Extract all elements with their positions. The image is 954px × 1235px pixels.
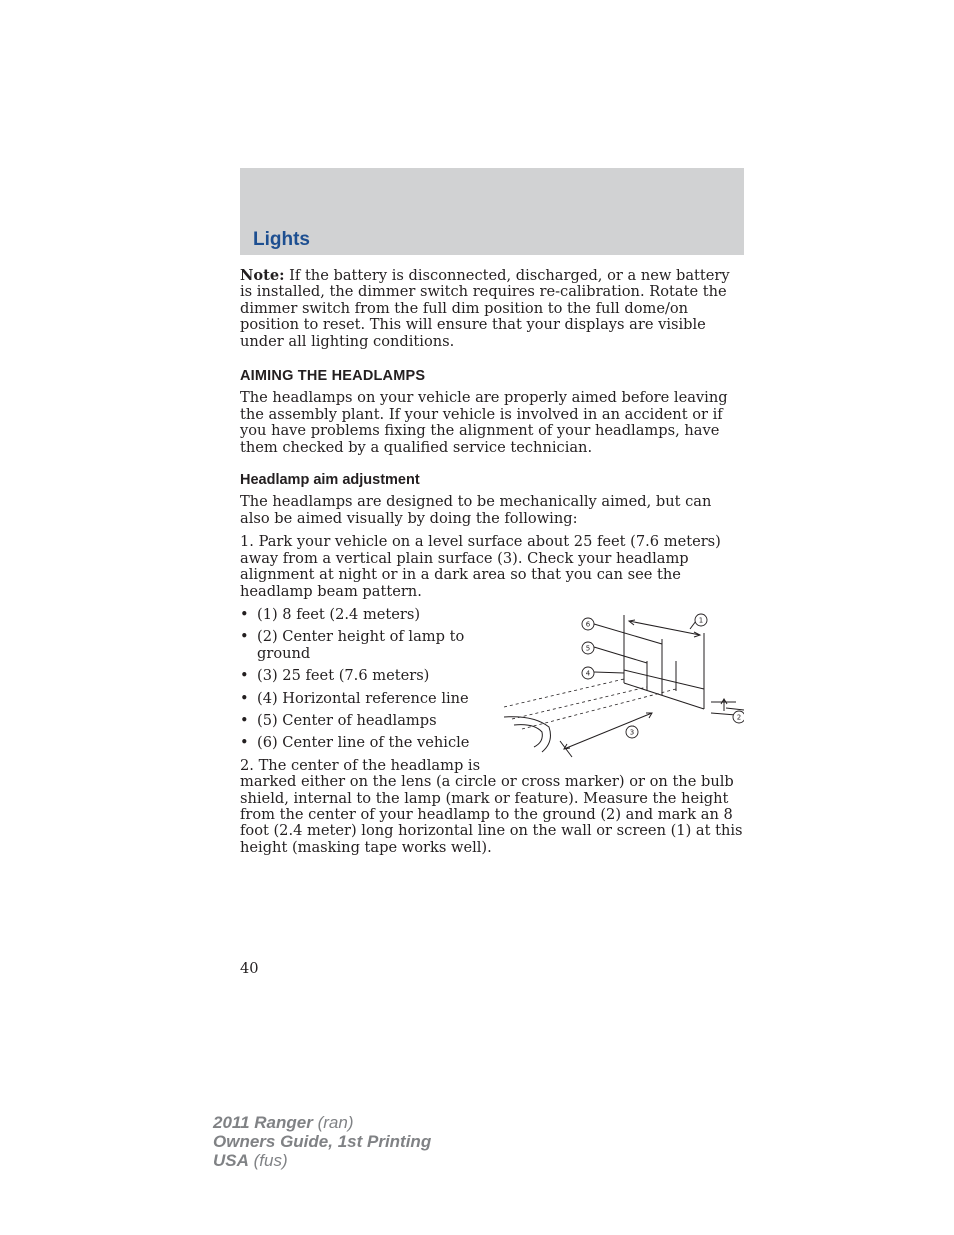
footer-line-2: Owners Guide, 1st Printing <box>213 1132 432 1151</box>
legend-item: • (5) Center of headlamps <box>240 711 437 729</box>
footer-line-1: 2011 Ranger (ran) <box>213 1113 354 1132</box>
callout-2-label: 2 <box>736 713 742 722</box>
page-content <box>240 268 744 863</box>
page-number: 40 <box>240 960 259 977</box>
callout-3-label: 3 <box>629 728 635 737</box>
section-title: Lights <box>253 229 310 250</box>
footer-line-3: USA (fus) <box>213 1151 288 1170</box>
legend-item: • (1) 8 feet (2.4 meters) <box>240 605 421 623</box>
subsection-heading: Headlamp aim adjustment <box>240 472 420 489</box>
legend-item: • (4) Horizontal reference line <box>240 689 469 707</box>
callout-6-label: 6 <box>585 620 591 629</box>
subsection-intro: The headlamps are designed to be mechanically aimed, but can also be aimed visually by doing the following: <box>240 493 712 527</box>
legend-item: • (2) Center height of lamp to ground <box>240 628 465 662</box>
step-2: 2. The center of the headlamp is marked either on the lens (a circle or cross marker) or on the bulb shield, internal to the lamp (mark or feature). Measure the height from the center of your headlamp to the ground (2) and mark an 8 foot (2.4 meter) long horizontal line on the wall or screen (1) at this height (masking tape works well). <box>240 756 743 856</box>
section-intro: The headlamps on your vehicle are properly aimed before leaving the assembly plant. If your vehicle is involved in an accident or if you have problems fixing the alignment of your headlamps, have them checked by a qualified service technician. <box>240 389 728 456</box>
legend-item: • (6) Center line of the vehicle <box>240 734 470 752</box>
note-label: Note: <box>240 267 285 284</box>
note-text: If the battery is disconnected, discharged, or a new battery is installed, the dimmer switch requires re-calibration. Rotate the dimmer switch from the full dim position to the full dome/on position to reset. This will ensure that your displays are visible under all lighting conditions. <box>240 267 730 350</box>
section-heading: AIMING THE HEADLAMPS <box>240 368 426 385</box>
step-1: 1. Park your vehicle on a level surface about 25 feet (7.6 meters) away from a vertical plain surface (3). Check your headlamp alignment at night or in a dark area so that you can see the headlamp beam pattern. <box>240 533 721 600</box>
section-header-band <box>240 168 744 255</box>
legend-and-figure <box>240 607 744 856</box>
callout-4-label: 4 <box>585 669 591 678</box>
footer <box>213 1113 431 1170</box>
callout-1-label: 1 <box>698 616 704 625</box>
legend-item: • (3) 25 feet (7.6 meters) <box>240 667 430 685</box>
callout-5-label: 5 <box>585 644 591 653</box>
note-paragraph <box>240 268 744 350</box>
